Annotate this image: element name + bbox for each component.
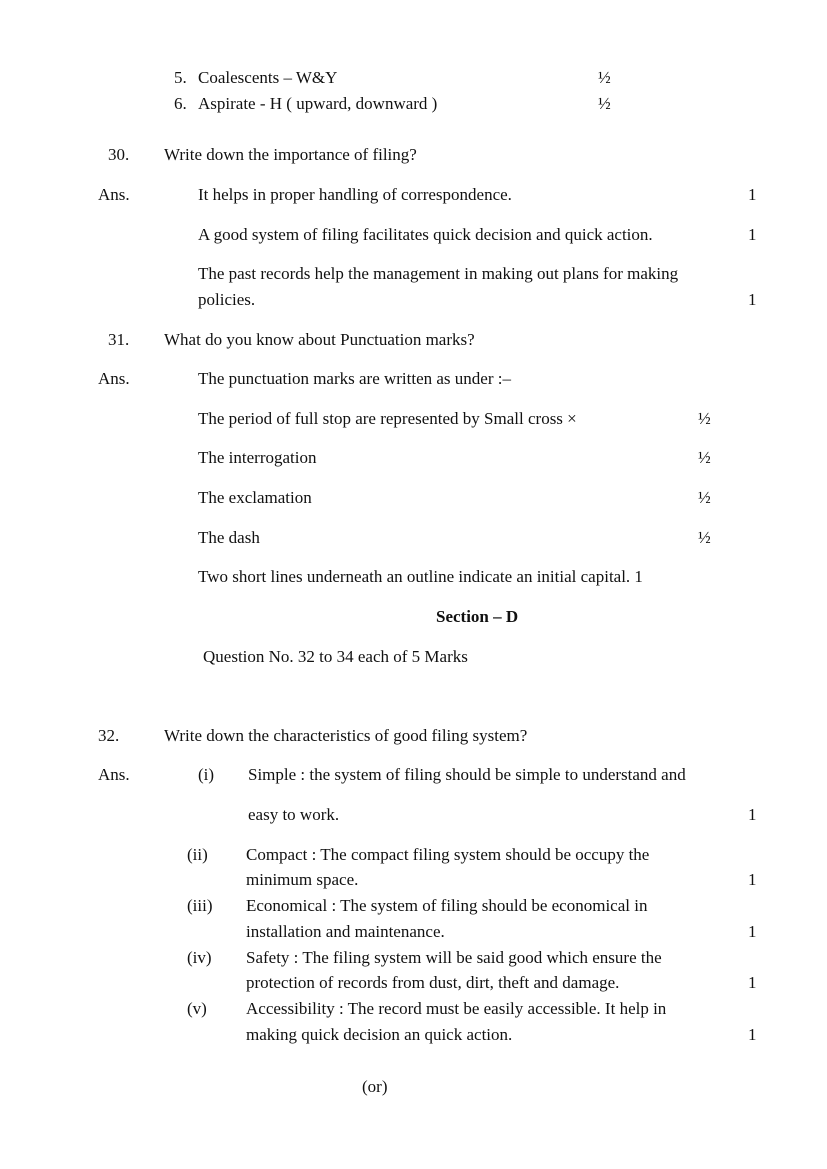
- answer-text: The interrogation: [198, 448, 317, 467]
- answer-text: making quick decision an quick action.: [246, 1025, 513, 1044]
- answer-text: Simple : the system of filing should be simple to understand and: [248, 765, 686, 784]
- list-item-text: Coalescents – W&Y: [198, 68, 338, 87]
- answer-text: A good system of filing facilitates quick decision and quick action.: [198, 225, 653, 244]
- marks-value: 1: [748, 290, 757, 309]
- answer-label: Ans.: [98, 185, 130, 204]
- marks-value: 1: [748, 225, 757, 244]
- answer-text: The past records help the management in making out plans for making: [198, 264, 679, 283]
- marks-value: 1: [748, 973, 757, 992]
- marks-value: ½: [698, 528, 711, 547]
- section-title: Section – D: [436, 607, 519, 626]
- answer-text: Accessibility : The record must be easily accessible. It help in: [246, 999, 667, 1018]
- marks-value: 1: [748, 805, 757, 824]
- marks-value: 1: [748, 922, 757, 941]
- answer-text: Economical : The system of filing should be economical in: [246, 896, 648, 915]
- answer-text: easy to work.: [248, 805, 340, 824]
- list-item-number: 6.: [174, 94, 187, 113]
- or-label: (or): [362, 1077, 388, 1096]
- answer-text: Compact : The compact filing system should be occupy the: [246, 845, 650, 864]
- roman-numeral: (i): [198, 765, 215, 784]
- answer-text: policies.: [198, 290, 256, 309]
- answer-text: The dash: [198, 528, 260, 547]
- answer-intro: The punctuation marks are written as under :–: [198, 369, 511, 388]
- question-number: 30.: [108, 145, 130, 164]
- question-number: 31.: [108, 330, 130, 349]
- answer-text: Two short lines underneath an outline indicate an initial capital. 1: [198, 567, 643, 586]
- roman-numeral: (iv): [187, 948, 212, 967]
- question-text: What do you know about Punctuation marks?: [164, 330, 475, 349]
- marks-value: 1: [748, 870, 757, 889]
- answer-text: installation and maintenance.: [246, 922, 445, 941]
- list-item-number: 5.: [174, 68, 187, 87]
- marks-value: ½: [598, 68, 611, 87]
- answer-label: Ans.: [98, 765, 130, 784]
- question-text: Write down the importance of filing?: [164, 145, 417, 164]
- answer-text: minimum space.: [246, 870, 359, 889]
- answer-label: Ans.: [98, 369, 130, 388]
- answer-text: The period of full stop are represented by Small cross ×: [198, 409, 577, 428]
- marks-value: ½: [698, 448, 711, 467]
- marks-value: ½: [598, 94, 611, 113]
- answer-text: Safety : The filing system will be said good which ensure the: [246, 948, 662, 967]
- roman-numeral: (v): [187, 999, 207, 1018]
- question-text: Write down the characteristics of good filing system?: [164, 726, 528, 745]
- roman-numeral: (ii): [187, 845, 208, 864]
- marks-value: ½: [698, 488, 711, 507]
- list-item-text: Aspirate - H ( upward, downward ): [198, 94, 438, 113]
- marks-value: 1: [748, 1025, 757, 1044]
- roman-numeral: (iii): [187, 896, 213, 915]
- answer-text: The exclamation: [198, 488, 312, 507]
- question-number: 32.: [98, 726, 120, 745]
- marks-value: 1: [748, 185, 757, 204]
- section-subtitle: Question No. 32 to 34 each of 5 Marks: [203, 647, 468, 666]
- marks-value: ½: [698, 409, 711, 428]
- answer-text: protection of records from dust, dirt, theft and damage.: [246, 973, 620, 992]
- answer-text: It helps in proper handling of correspondence.: [198, 185, 512, 204]
